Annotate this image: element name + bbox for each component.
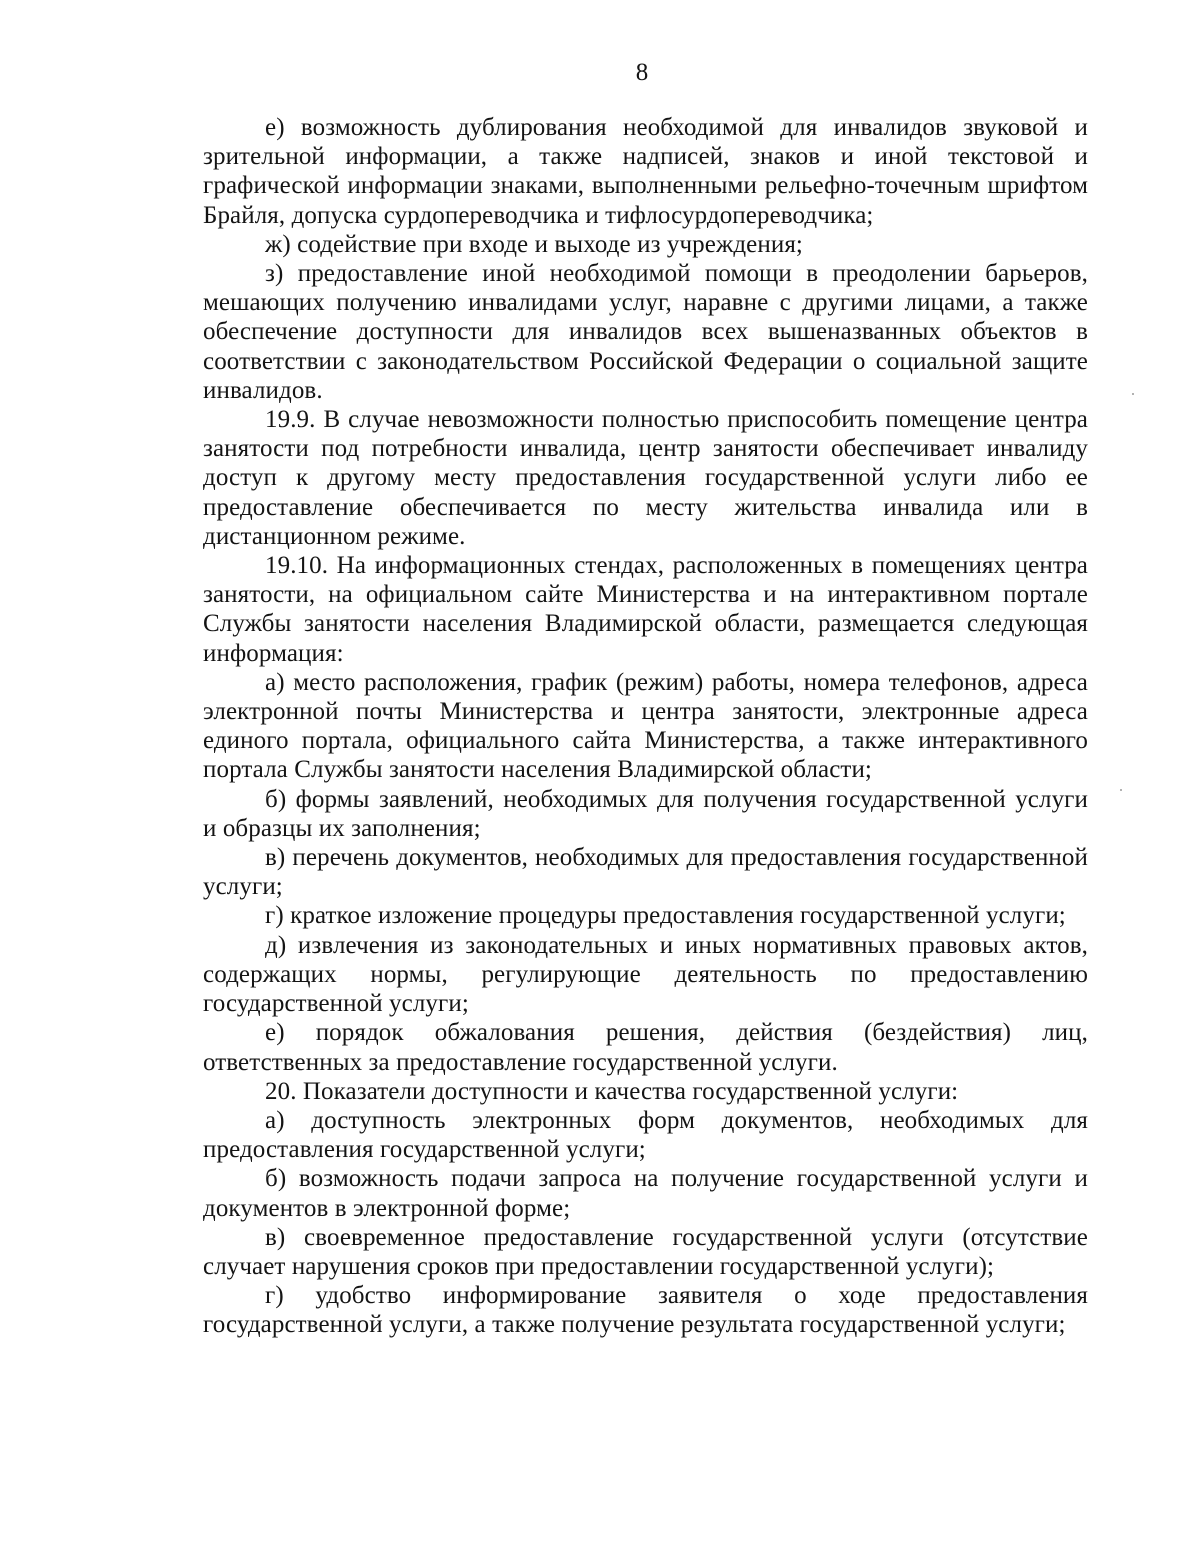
paragraph-item-z-other-help: з) предоставление иной необходимой помощи в преодолении барьеров, мешающих получению инвалидами услуг, наравне с другими лицами, а также обеспечение доступности для инвалидов всех вышеназванных объектов в соответствии с законодательством Российской Федерации о социальной защите инвалидов. [203, 260, 1088, 404]
paragraph-item-e-appeal: е) порядок обжалования решения, действия (бездействия) лиц, ответственных за предоставление государственной услуги. [203, 1019, 1088, 1076]
page-number: 8 [635, 59, 649, 86]
paragraph-20-heading: 20. Показатели доступности и качества государственной услуги: [265, 1077, 959, 1105]
document-body [203, 113, 1114, 1340]
paragraph-item-zh-assistance: ж) содействие при входе и выходе из учреждения; [265, 230, 803, 258]
paragraph-item-a-location: а) место расположения, график (режим) работы, номера телефонов, адреса электронной почты Министерства и центра занятости, электронные адреса единого портала, официального сайта Министерства, а также интерактивного портала Службы занятости населения Владимирской области; [203, 668, 1088, 784]
paragraph-20-item-g: г) удобство информирование заявителя о ходе предоставления государственной услуги, а также получение результата государственной услуги; [203, 1282, 1088, 1339]
paragraph-item-d-extracts: д) извлечения из законодательных и иных нормативных правовых актов, содержащих нормы, регулирующие деятельность по предоставлению государственной услуги; [203, 931, 1088, 1018]
paragraph-20-item-a: а) доступность электронных форм документов, необходимых для предоставления государственной услуги; [203, 1106, 1088, 1164]
paragraph-item-g-procedure: г) краткое изложение процедуры предоставления государственной услуги; [265, 902, 1066, 930]
scan-speck [1120, 789, 1122, 791]
paragraph-item-e-duplication: е) возможность дублирования необходимой для инвалидов звуковой и зрительной информации, а также надписей, знаков и иной текстовой и графической информации знаками, выполненными рельефно-точечным шрифтом Брайля, допуска сурдопереводчика и тифлосурдопереводчика; [203, 114, 1088, 229]
paragraph-20-item-v: в) своевременное предоставление государственной услуги (отсутствие случает нарушения сроков при предоставлении государственной услуги); [203, 1223, 1088, 1280]
paragraph-item-b-forms: б) формы заявлений, необходимых для получения государственной услуги и образцы их заполнения; [203, 785, 1114, 842]
scan-speck [1132, 393, 1134, 395]
paragraph-19-9: 19.9. В случае невозможности полностью приспособить помещение центра занятости под потребности инвалида, центр занятости обеспечивает инвалиду доступ к другому месту предоставления государственной услуги либо ее предоставление обеспечивается по месту жительства инвалида или в дистанционном режиме. [203, 406, 1088, 550]
paragraph-item-v-documents-list: в) перечень документов, необходимых для предоставления государственной услуги; [203, 844, 1088, 901]
paragraph-19-10: 19.10. На информационных стендах, расположенных в помещениях центра занятости, на официальном сайте Министерства и на интерактивном портале Службы занятости населения Владимирской области, размещается следующая информация: [203, 552, 1088, 667]
paragraph-20-item-b: б) возможность подачи запроса на получение государственной услуги и документов в электронной форме; [203, 1165, 1088, 1222]
